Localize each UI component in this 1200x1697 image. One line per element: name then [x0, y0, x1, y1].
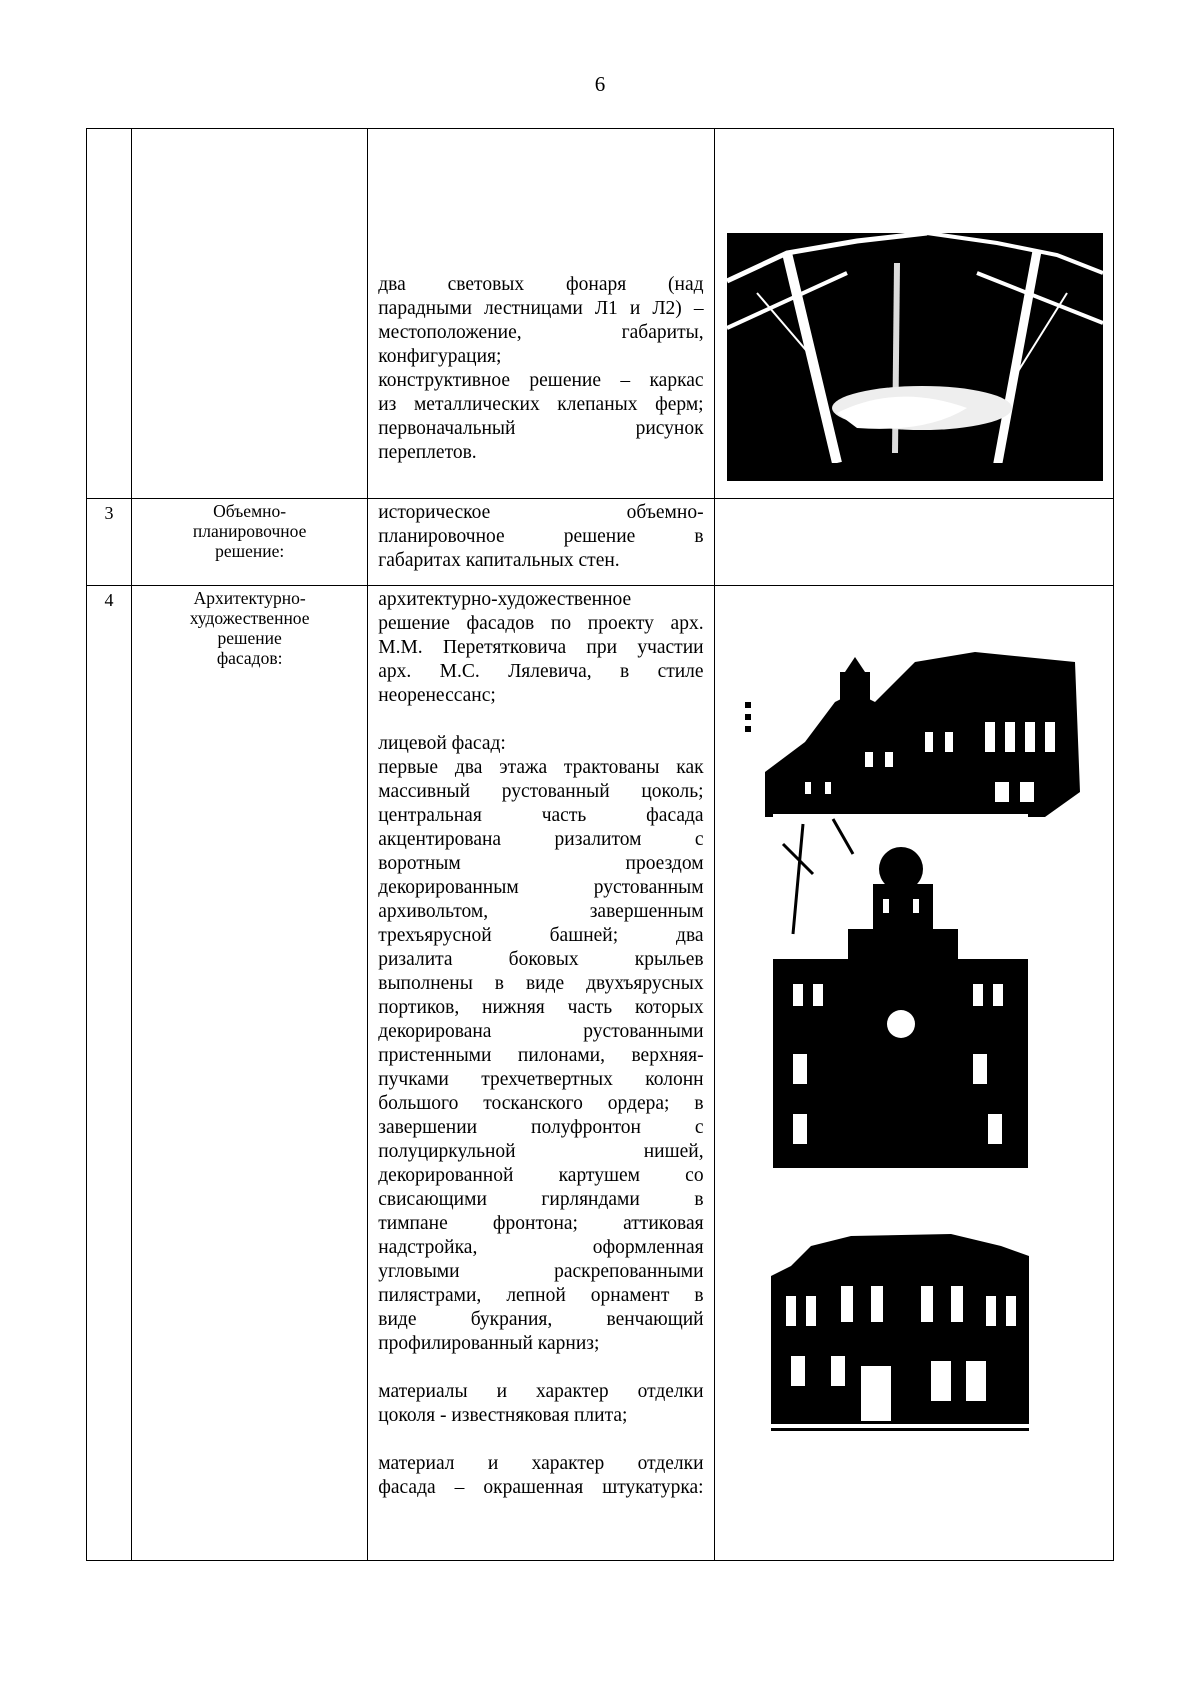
- text-line: пристенными пилонами, верхняя-: [378, 1045, 704, 1066]
- text-line: конструктивное решение – каркас: [378, 370, 704, 391]
- subject-line: решение:: [215, 541, 285, 561]
- side-wing-photo: [771, 1226, 1029, 1436]
- text-line: массивный рустованный цоколь;: [378, 781, 704, 802]
- text-line: ризалита боковых крыльев: [378, 949, 704, 970]
- text-line: профилированный карниз;: [378, 1333, 600, 1354]
- text-line: габаритах капитальных стен.: [378, 550, 620, 571]
- subject-line: фасадов:: [216, 648, 283, 668]
- text-line: свисающими гирляндами в: [378, 1189, 704, 1210]
- text-line: решение фасадов по проекту арх.: [378, 613, 704, 634]
- description-cell: [368, 129, 714, 499]
- text-line: лицевой фасад:: [378, 733, 506, 754]
- text-line: архитектурно-художественное: [378, 589, 632, 610]
- text-line: материалы и характер отделки: [378, 1381, 704, 1402]
- text-line: историческое объемно-: [378, 502, 704, 523]
- table-row: [87, 586, 1114, 1561]
- facade-perspective-photo: [745, 642, 1085, 832]
- text-line: конфигурация;: [378, 346, 502, 367]
- text-line: декорирована рустованными: [378, 1021, 704, 1042]
- text-line: полуциркульной нишей,: [378, 1141, 704, 1162]
- text-line: переплетов.: [378, 442, 477, 463]
- text-line: материал и характер отделки: [378, 1453, 704, 1474]
- subject-line: Объемно-: [213, 501, 287, 521]
- subject-line: художественное: [189, 608, 310, 628]
- text-line: фасада – окрашенная штукатурка:: [378, 1477, 704, 1498]
- text-line: парадными лестницами Л1 и Л2) –: [378, 298, 704, 319]
- subject-cell: [132, 586, 368, 1561]
- text-line: планировочное решение в: [378, 526, 704, 547]
- text-line: из металлических клепаных ферм;: [378, 394, 704, 415]
- subject-cell: [132, 129, 368, 499]
- text-line: акцентирована ризалитом с: [378, 829, 704, 850]
- text-line: тимпане фронтона; аттиковая: [378, 1213, 704, 1234]
- text-line: первоначальный рисунок: [378, 418, 704, 439]
- photo-icon: [771, 1226, 1029, 1436]
- photo-cell: [714, 586, 1113, 1561]
- text-line: декорированной картушем со: [378, 1165, 704, 1186]
- text-line: завершении полуфронтон с: [378, 1117, 704, 1138]
- text-line: декорированным рустованным: [378, 877, 704, 898]
- text-line: пучками трехчетвертных колонн: [378, 1069, 704, 1090]
- row-number-cell: 4: [87, 586, 132, 1561]
- photo-cell: [714, 129, 1113, 499]
- heritage-table: [86, 128, 1114, 1561]
- photo-cell: [714, 499, 1113, 586]
- photo-icon: [745, 642, 1085, 832]
- description-text: [368, 499, 713, 573]
- subject-line: планировочное: [192, 521, 307, 541]
- text-line: большого тосканского ордера; в: [378, 1093, 704, 1114]
- row-number-cell: [87, 129, 132, 499]
- central-tower-photo: [773, 814, 1028, 1168]
- subject-line: решение: [217, 628, 282, 648]
- text-line: цоколя - известняковая плита;: [378, 1405, 628, 1426]
- text-line: портиков, нижняя часть которых: [378, 997, 704, 1018]
- description-text: [368, 129, 713, 465]
- text-line: воротным проездом: [378, 853, 704, 874]
- text-line: два световых фонаря (над: [378, 274, 704, 295]
- text-line: выполнены в виде двухъярусных: [378, 973, 704, 994]
- page-number: 6: [594, 72, 606, 96]
- text-line: виде букрания, венчающий: [378, 1309, 704, 1330]
- text-line: центральная часть фасада: [378, 805, 704, 826]
- text-line: первые два этажа трактованы как: [378, 757, 704, 778]
- table-row: [87, 129, 1114, 499]
- text-line: местоположение, габариты,: [378, 322, 704, 343]
- subject-cell: [132, 499, 368, 586]
- description-text: [368, 586, 713, 1500]
- text-line: арх. М.С. Лялевича, в стиле: [378, 661, 704, 682]
- photo-icon: [727, 233, 1103, 481]
- text-line: трехъярусной башней; два: [378, 925, 704, 946]
- text-line: пилястрами, лепной орнамент в: [378, 1285, 704, 1306]
- description-cell: [368, 499, 714, 586]
- text-line: неоренессанс;: [378, 685, 496, 706]
- skylight-truss-photo: [727, 233, 1103, 481]
- text-line: архивольтом, завершенным: [378, 901, 704, 922]
- text-line: угловыми раскрепованными: [378, 1261, 704, 1282]
- photo-icon: [773, 814, 1028, 1168]
- text-line: М.М. Перетятковича при участии: [378, 637, 704, 658]
- row-number-cell: 3: [87, 499, 132, 586]
- text-line: надстройка, оформленная: [378, 1237, 704, 1258]
- table-row: [87, 499, 1114, 586]
- description-cell: [368, 586, 714, 1561]
- subject-line: Архитектурно-: [193, 588, 306, 608]
